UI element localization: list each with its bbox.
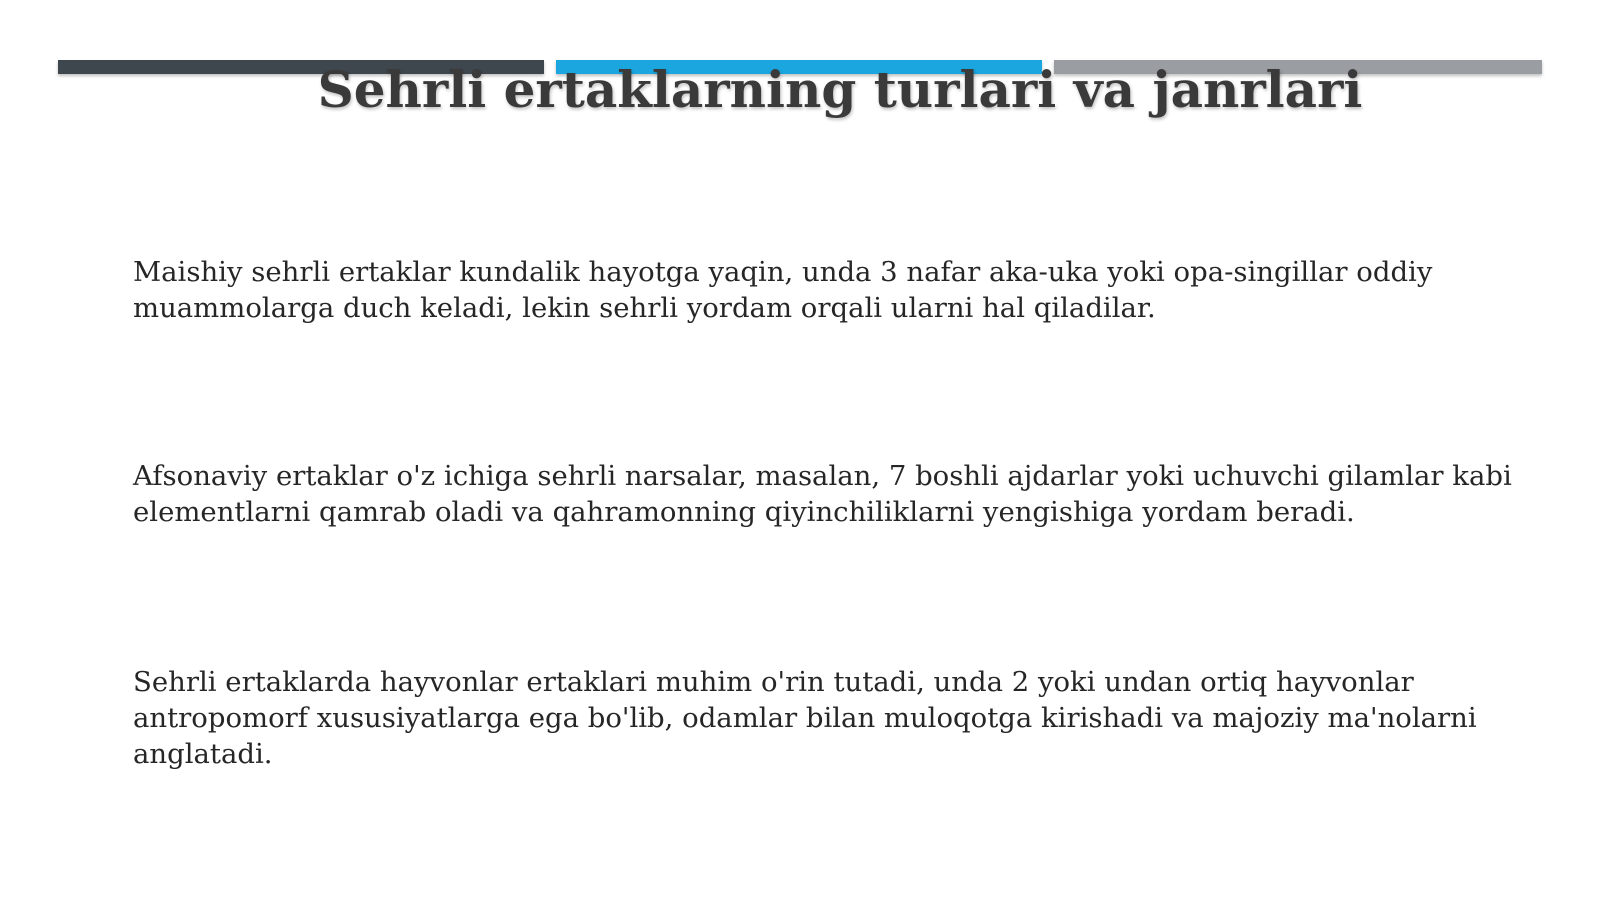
slide-title: Sehrli ertaklarning turlari va janrlari <box>317 60 1363 119</box>
paragraph-1: Maishiy sehrli ertaklar kundalik hayotga yaqin, unda 3 nafar aka-uka yoki opa-singillar oddiy muammolarga duch keladi, lekin sehrli yordam orqali ularni hal qiladilar. <box>133 256 1433 324</box>
paragraph-3: Sehrli ertaklarda hayvonlar ertaklari muhim o'rin tutadi, unda 2 yoki undan ortiq hayvonlar antropomorf xususiyatlarga ega bo'lib, odamlar bilan muloqotga kirishadi va majoziy ma'nolarni anglatadi. <box>133 666 1477 770</box>
paragraph-2: Afsonaviy ertaklar o'z ichiga sehrli narsalar, masalan, 7 boshli ajdarlar yoki uchuvchi gilamlar kabi elementlarni qamrab oladi va qahramonning qiyinchiliklarni yengishiga yordam beradi. <box>133 460 1512 528</box>
